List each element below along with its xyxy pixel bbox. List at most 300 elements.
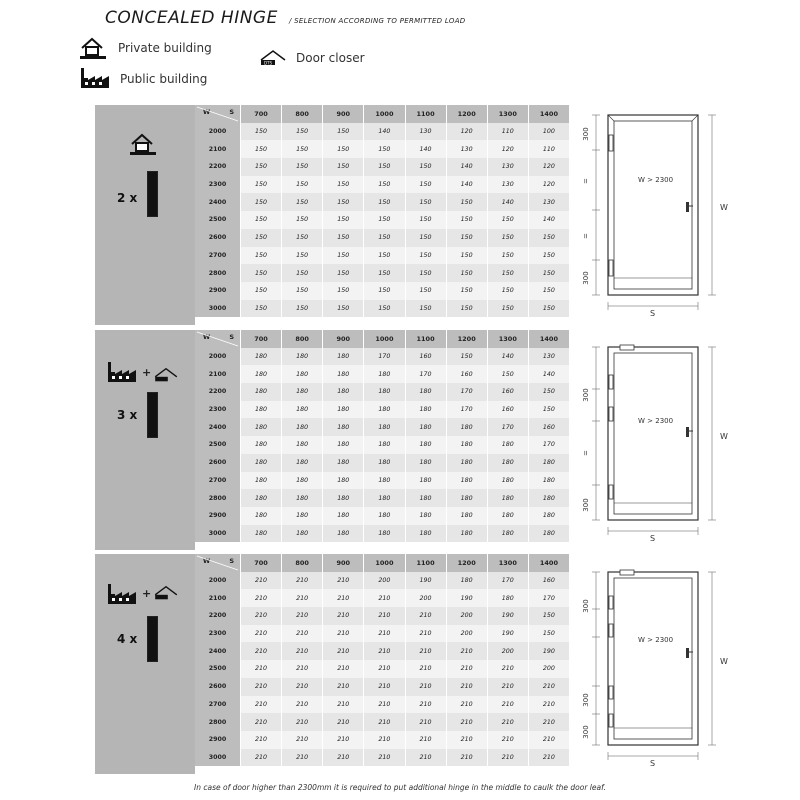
load-cell: 150 (282, 140, 323, 158)
section-side-panel (95, 330, 195, 550)
load-cell: 210 (282, 642, 323, 660)
load-cell: 210 (405, 625, 446, 643)
load-cell: 180 (323, 525, 364, 543)
legend-closer-label: Door closer (296, 51, 365, 65)
load-cell: 150 (405, 282, 446, 300)
load-cell: 150 (446, 211, 487, 229)
width-header-cell: 1400 (528, 330, 569, 348)
load-cell: 180 (364, 383, 405, 401)
load-cell: 180 (241, 436, 282, 454)
load-cell: 150 (446, 300, 487, 318)
svg-text:300: 300 (582, 725, 590, 739)
load-cell: 150 (528, 247, 569, 265)
load-cell: 180 (323, 365, 364, 383)
load-cell: 180 (405, 489, 446, 507)
width-header-cell: 1000 (364, 554, 405, 572)
load-cell: 180 (323, 348, 364, 366)
load-cell: 180 (528, 507, 569, 525)
load-cell: 180 (282, 525, 323, 543)
load-cell: 210 (323, 696, 364, 714)
load-cell: 180 (241, 454, 282, 472)
load-cell: 140 (528, 365, 569, 383)
load-cell: 160 (487, 383, 528, 401)
load-cell: 210 (323, 749, 364, 767)
load-cell: 160 (405, 348, 446, 366)
load-cell: 180 (446, 525, 487, 543)
load-cell: 210 (241, 749, 282, 767)
load-cell: 130 (487, 176, 528, 194)
load-cell: 150 (241, 229, 282, 247)
load-cell: 210 (528, 731, 569, 749)
svg-text:S: S (650, 309, 656, 318)
load-cell: 150 (323, 300, 364, 318)
load-cell: 210 (241, 589, 282, 607)
load-cell: 180 (487, 507, 528, 525)
load-cell: 180 (323, 401, 364, 419)
width-header-cell: 800 (282, 330, 323, 348)
width-header-cell: 900 (323, 554, 364, 572)
load-cell: 130 (405, 123, 446, 141)
load-cell: 180 (241, 472, 282, 490)
load-cell: 180 (282, 472, 323, 490)
load-cell: 210 (241, 660, 282, 678)
load-cell: 170 (487, 418, 528, 436)
hinge-count: 4 x (117, 632, 138, 646)
load-cell: 130 (446, 140, 487, 158)
load-cell: 150 (282, 229, 323, 247)
load-cell: 210 (241, 607, 282, 625)
load-cell: 180 (528, 472, 569, 490)
load-cell: 180 (487, 472, 528, 490)
load-cell: 150 (323, 229, 364, 247)
load-cell: 190 (405, 572, 446, 590)
height-cell: 2400 (195, 642, 241, 660)
svg-text:300: 300 (582, 127, 590, 141)
width-header-cell: 800 (282, 554, 323, 572)
load-cell: 140 (446, 158, 487, 176)
load-cell: 180 (323, 454, 364, 472)
load-cell: 180 (446, 418, 487, 436)
width-header-cell: 900 (323, 105, 364, 123)
table-row (195, 383, 570, 401)
load-cell: 170 (528, 436, 569, 454)
load-cell: 210 (405, 678, 446, 696)
load-cell: 210 (323, 625, 364, 643)
load-cell: 150 (323, 193, 364, 211)
section-side-panel (95, 105, 195, 325)
load-cell: 160 (446, 365, 487, 383)
load-cell: 150 (241, 140, 282, 158)
load-cell: 120 (446, 123, 487, 141)
height-cell: 2000 (195, 123, 241, 141)
load-cell: 210 (282, 607, 323, 625)
load-cell: 160 (487, 401, 528, 419)
hinge-icon (147, 616, 158, 662)
load-cell: 150 (364, 300, 405, 318)
load-cell: 180 (282, 436, 323, 454)
height-cell: 2400 (195, 418, 241, 436)
load-cell: 120 (528, 176, 569, 194)
load-cell: 150 (487, 264, 528, 282)
height-cell: 2100 (195, 140, 241, 158)
load-cell: 210 (282, 572, 323, 590)
width-header-cell: 700 (241, 554, 282, 572)
load-cell: 210 (323, 642, 364, 660)
corner-cell: W S (195, 105, 241, 123)
load-cell: 150 (446, 229, 487, 247)
load-cell: 200 (364, 572, 405, 590)
table-row (195, 749, 570, 767)
load-cell: 210 (364, 589, 405, 607)
load-cell: 150 (446, 264, 487, 282)
load-cell: 120 (487, 140, 528, 158)
corner-cell: W S (195, 330, 241, 348)
width-header-cell: 1100 (405, 554, 446, 572)
load-cell: 150 (528, 300, 569, 318)
public-building-icon (105, 582, 139, 608)
height-cell: 2200 (195, 383, 241, 401)
load-cell: 210 (323, 660, 364, 678)
load-cell: 210 (282, 713, 323, 731)
height-cell: 2400 (195, 193, 241, 211)
height-cell: 2300 (195, 625, 241, 643)
table-row (195, 348, 570, 366)
load-cell: 180 (282, 348, 323, 366)
load-cell: 180 (446, 507, 487, 525)
page-header (105, 8, 465, 28)
load-cell: 180 (282, 489, 323, 507)
height-cell: 2900 (195, 282, 241, 300)
load-cell: 140 (528, 211, 569, 229)
load-cell: 210 (487, 731, 528, 749)
load-cell: 140 (405, 140, 446, 158)
load-cell: 150 (405, 176, 446, 194)
page-subtitle: / SELECTION ACCORDING TO PERMITTED LOAD (288, 17, 466, 25)
height-cell: 2600 (195, 229, 241, 247)
table-row (195, 731, 570, 749)
load-cell: 150 (282, 282, 323, 300)
height-cell: 2000 (195, 348, 241, 366)
load-cell: 180 (241, 383, 282, 401)
load-cell: 160 (528, 418, 569, 436)
load-cell: 150 (528, 383, 569, 401)
hinge-section-4 (95, 554, 570, 774)
load-cell: 150 (241, 123, 282, 141)
load-cell: 210 (364, 731, 405, 749)
load-cell: 180 (487, 454, 528, 472)
load-cell: 180 (528, 489, 569, 507)
svg-text:=: = (582, 450, 590, 456)
height-cell: 2000 (195, 572, 241, 590)
load-cell: 150 (446, 348, 487, 366)
load-cell: 160 (528, 572, 569, 590)
load-cell: 180 (364, 365, 405, 383)
load-cell: 180 (241, 365, 282, 383)
height-cell: 3000 (195, 749, 241, 767)
load-cell: 180 (364, 525, 405, 543)
load-cell: 150 (487, 300, 528, 318)
svg-text:W: W (720, 203, 728, 212)
table-row (195, 607, 570, 625)
load-cell: 180 (241, 489, 282, 507)
load-cell: 210 (282, 589, 323, 607)
load-cell: 210 (364, 713, 405, 731)
load-cell: 180 (446, 572, 487, 590)
hinge-section-2 (95, 105, 570, 325)
table-row (195, 365, 570, 383)
height-cell: 2100 (195, 365, 241, 383)
public-building-icon (78, 66, 112, 92)
table-row (195, 158, 570, 176)
plus-sign: + (142, 366, 152, 379)
load-cell: 210 (405, 713, 446, 731)
door-closer-icon (151, 584, 181, 602)
legend-private-label: Private building (118, 41, 212, 55)
svg-text:S: S (650, 759, 656, 768)
width-header-cell: 1200 (446, 554, 487, 572)
table-row (195, 489, 570, 507)
hinge-count: 3 x (117, 408, 138, 422)
width-header-cell: 1100 (405, 105, 446, 123)
load-cell: 210 (323, 678, 364, 696)
load-cell: 170 (364, 348, 405, 366)
load-cell: 180 (282, 365, 323, 383)
height-cell: 2200 (195, 607, 241, 625)
load-cell: 150 (528, 401, 569, 419)
height-cell: 2200 (195, 158, 241, 176)
load-cell: 210 (323, 589, 364, 607)
load-cell: 150 (528, 625, 569, 643)
load-cell: 210 (405, 660, 446, 678)
load-cell: 210 (241, 642, 282, 660)
width-header-cell: 700 (241, 330, 282, 348)
load-cell: 150 (528, 229, 569, 247)
load-cell: 150 (282, 247, 323, 265)
door-diagram-2-hinges (580, 110, 740, 325)
load-cell: 210 (282, 678, 323, 696)
load-cell: 150 (323, 176, 364, 194)
load-cell: 150 (528, 282, 569, 300)
load-cell: 210 (323, 572, 364, 590)
load-cell: 150 (323, 282, 364, 300)
load-cell: 200 (446, 625, 487, 643)
table-row (195, 660, 570, 678)
load-cell: 210 (405, 696, 446, 714)
load-cell: 140 (487, 193, 528, 211)
load-cell: 150 (405, 300, 446, 318)
load-cell: 210 (241, 625, 282, 643)
load-cell: 210 (323, 607, 364, 625)
svg-text:300: 300 (582, 599, 590, 613)
door-diagram-3-hinges (580, 335, 740, 550)
table-header-row (195, 330, 570, 348)
table-row (195, 123, 570, 141)
load-cell: 210 (241, 572, 282, 590)
load-cell: 180 (282, 507, 323, 525)
svg-text:S: S (650, 534, 656, 543)
load-cell: 210 (405, 749, 446, 767)
load-cell: 210 (323, 731, 364, 749)
svg-text:=: = (582, 178, 590, 184)
table-row (195, 211, 570, 229)
load-cell: 170 (528, 589, 569, 607)
load-cell: 180 (364, 436, 405, 454)
load-cell: 150 (241, 176, 282, 194)
load-cell: 180 (364, 418, 405, 436)
load-cell: 190 (487, 607, 528, 625)
svg-text:300: 300 (582, 271, 590, 285)
load-cell: 180 (487, 589, 528, 607)
load-cell: 130 (487, 158, 528, 176)
load-cell: 150 (364, 282, 405, 300)
load-cell: 170 (446, 401, 487, 419)
load-cell: 180 (446, 436, 487, 454)
load-cell: 210 (282, 660, 323, 678)
load-cell: 210 (323, 713, 364, 731)
load-cell: 150 (241, 247, 282, 265)
load-cell: 150 (323, 211, 364, 229)
load-cell: 210 (282, 625, 323, 643)
height-cell: 2800 (195, 713, 241, 731)
hinge-icon (147, 392, 158, 438)
load-cell: 150 (487, 247, 528, 265)
table-row (195, 713, 570, 731)
load-cell: 210 (446, 749, 487, 767)
load-cell: 180 (323, 436, 364, 454)
load-cell: 180 (487, 436, 528, 454)
load-cell: 150 (405, 193, 446, 211)
door-height-label: W > 2300 (638, 636, 674, 644)
load-cell: 210 (241, 731, 282, 749)
table-row (195, 176, 570, 194)
table-row (195, 696, 570, 714)
load-cell: 150 (241, 158, 282, 176)
load-cell: 210 (364, 607, 405, 625)
load-cell: 180 (323, 489, 364, 507)
load-cell: 170 (446, 383, 487, 401)
width-header-cell: 1000 (364, 330, 405, 348)
load-cell: 210 (405, 642, 446, 660)
load-cell: 210 (446, 731, 487, 749)
width-header-cell: 1200 (446, 105, 487, 123)
load-cell: 150 (241, 193, 282, 211)
height-cell: 2500 (195, 660, 241, 678)
load-cell: 130 (528, 348, 569, 366)
svg-text:300: 300 (582, 388, 590, 402)
height-cell: 3000 (195, 525, 241, 543)
private-building-icon (128, 131, 160, 157)
load-cell: 190 (446, 589, 487, 607)
load-cell: 180 (446, 489, 487, 507)
load-cell: 210 (528, 678, 569, 696)
door-height-label: W > 2300 (638, 417, 674, 425)
load-cell: 150 (487, 365, 528, 383)
load-cell: 120 (528, 158, 569, 176)
load-cell: 180 (282, 418, 323, 436)
load-cell: 150 (241, 264, 282, 282)
load-cell: 210 (405, 731, 446, 749)
corner-cell: W S (195, 554, 241, 572)
load-cell: 180 (364, 401, 405, 419)
load-cell: 210 (405, 607, 446, 625)
load-cell: 200 (487, 642, 528, 660)
load-cell: 150 (364, 193, 405, 211)
table-row (195, 572, 570, 590)
load-cell: 170 (487, 572, 528, 590)
load-cell: 150 (364, 211, 405, 229)
table-row (195, 472, 570, 490)
height-cell: 2500 (195, 436, 241, 454)
load-cell: 150 (282, 193, 323, 211)
load-cell: 150 (364, 247, 405, 265)
load-cell: 210 (364, 660, 405, 678)
door-closer-icon (258, 48, 288, 68)
load-cell: 180 (528, 454, 569, 472)
load-cell: 190 (487, 625, 528, 643)
load-cell: 180 (241, 507, 282, 525)
door-height-label: W > 2300 (638, 176, 674, 184)
load-cell: 150 (323, 158, 364, 176)
load-table (195, 554, 570, 766)
load-cell: 210 (241, 678, 282, 696)
table-row (195, 436, 570, 454)
door-closer-icon (151, 366, 181, 384)
page-title: CONCEALED HINGE (105, 8, 278, 28)
load-cell: 130 (528, 193, 569, 211)
height-cell: 2900 (195, 507, 241, 525)
load-cell: 150 (487, 211, 528, 229)
public-building-icon (105, 360, 139, 386)
load-cell: 210 (487, 678, 528, 696)
height-cell: 2600 (195, 678, 241, 696)
svg-text:=: = (582, 233, 590, 239)
width-header-cell: 1000 (364, 105, 405, 123)
load-cell: 100 (528, 123, 569, 141)
door-diagram-4-hinges (580, 560, 740, 775)
width-header-cell: 1300 (487, 105, 528, 123)
svg-text:W: W (720, 432, 728, 441)
load-cell: 110 (528, 140, 569, 158)
load-cell: 180 (405, 436, 446, 454)
load-cell: 150 (282, 123, 323, 141)
load-cell: 210 (446, 642, 487, 660)
load-cell: 180 (241, 525, 282, 543)
load-cell: 150 (364, 158, 405, 176)
load-cell: 180 (241, 348, 282, 366)
load-cell: 180 (323, 383, 364, 401)
load-cell: 210 (487, 660, 528, 678)
load-cell: 210 (241, 696, 282, 714)
width-header-cell: 1100 (405, 330, 446, 348)
height-cell: 2300 (195, 176, 241, 194)
legend-closer (258, 48, 365, 68)
load-table (195, 105, 570, 317)
load-cell: 150 (241, 211, 282, 229)
load-cell: 210 (446, 660, 487, 678)
load-cell: 210 (282, 749, 323, 767)
load-cell: 210 (446, 696, 487, 714)
load-cell: 150 (405, 211, 446, 229)
load-cell: 190 (528, 642, 569, 660)
load-cell: 210 (241, 713, 282, 731)
load-cell: 210 (364, 696, 405, 714)
load-cell: 150 (528, 607, 569, 625)
height-cell: 2600 (195, 454, 241, 472)
width-header-cell: 1300 (487, 554, 528, 572)
load-cell: 210 (487, 713, 528, 731)
load-cell: 180 (405, 383, 446, 401)
load-cell: 150 (446, 282, 487, 300)
